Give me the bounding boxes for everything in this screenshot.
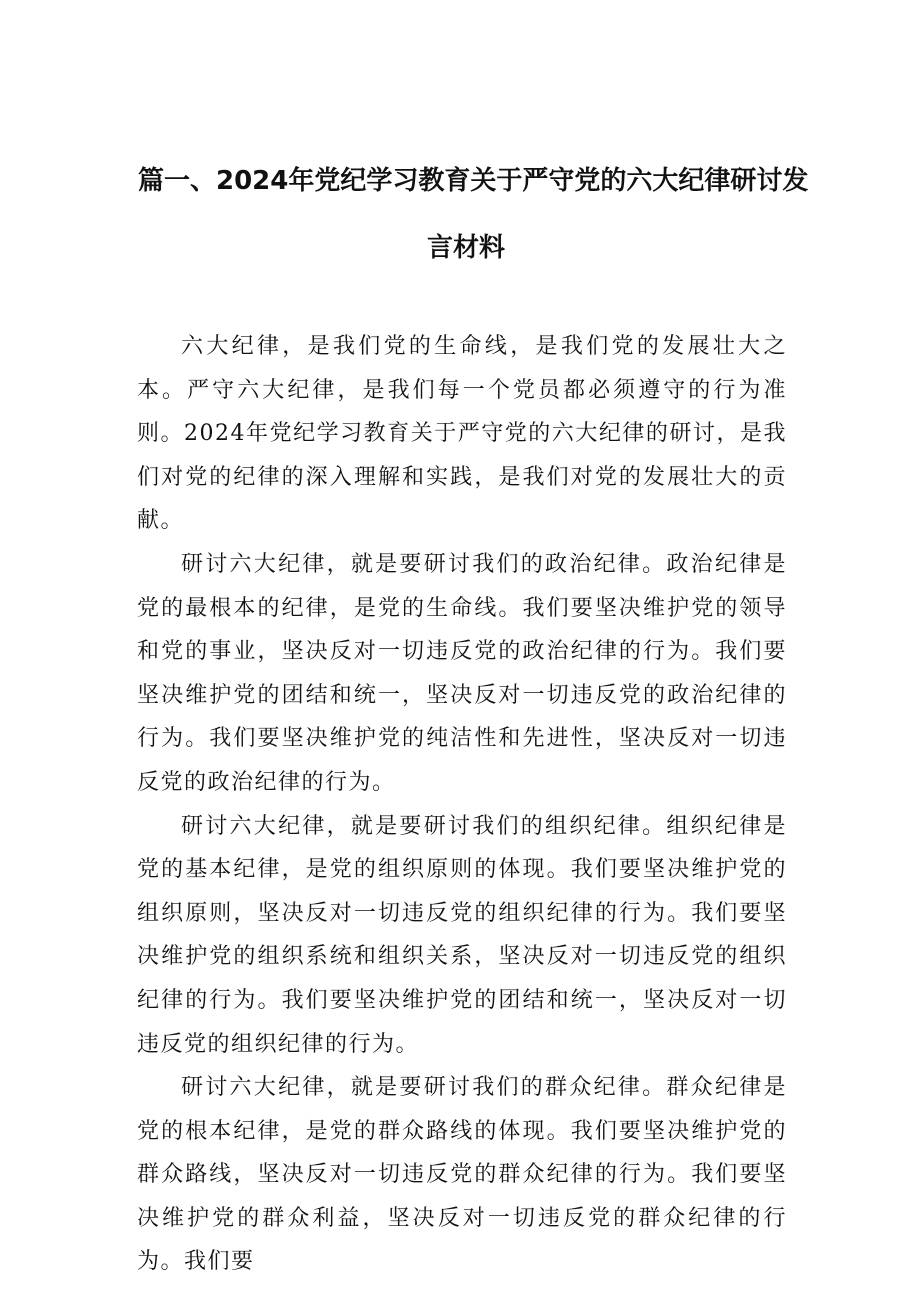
document-body: [137, 325, 787, 1284]
paragraph-4: 研讨六大纪律，就是要研讨我们的群众纪律。群众纪律是党的根本纪律，是党的群众路线的体现。我们要坚决维护党的群众路线，坚决反对一切违反党的群众纪律的行为。我们要坚决维护党的群众利益，坚决反对一切违反党的群众纪律的行为。我们要: [137, 1075, 787, 1275]
paragraph-3: 研讨六大纪律，就是要研讨我们的组织纪律。组织纪律是党的基本纪律，是党的组织原则的体现。我们要坚决维护党的组织原则，坚决反对一切违反党的组织纪律的行为。我们要坚决维护党的组织系统和组织关系，坚决反对一切违反党的组织纪律的行为。我们要坚决维护党的团结和统一，坚决反对一切违反党的组织纪律的行为。: [137, 813, 787, 1057]
document-title-line-1: 篇一、2024年党纪学习教育关于严守党的六大纪律研讨发: [138, 166, 809, 196]
paragraph-1: 六大纪律，是我们党的生命线，是我们党的发展壮大之本。严守六大纪律，是我们每一个党员都必须遵守的行为准则。2024年党纪学习教育关于严守党的六大纪律的研讨，是我们对党的纪律的深入理解和实践，是我们对党的发展壮大的贡献。: [137, 334, 787, 534]
paragraph-2: 研讨六大纪律，就是要研讨我们的政治纪律。政治纪律是党的最根本的纪律，是党的生命线。我们要坚决维护党的领导和党的事业，坚决反对一切违反党的政治纪律的行为。我们要坚决维护党的团结和统一，坚决反对一切违反党的政治纪律的行为。我们要坚决维护党的纯洁性和先进性，坚决反对一切违反党的政治纪律的行为。: [137, 551, 787, 795]
document-title-line-2: 言材料: [427, 233, 506, 263]
